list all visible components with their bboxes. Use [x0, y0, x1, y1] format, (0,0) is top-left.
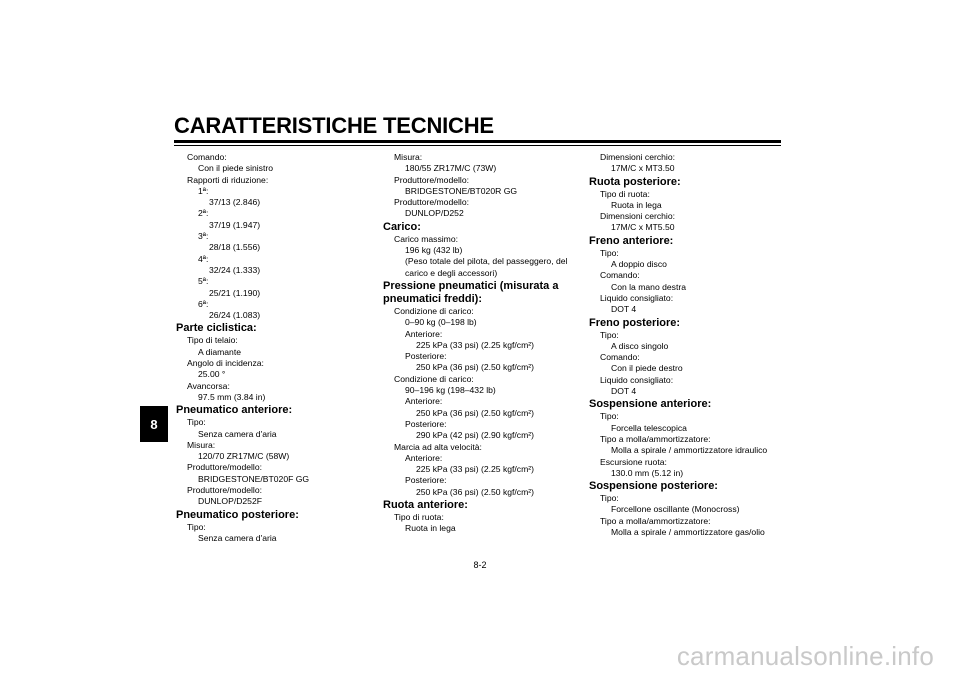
spec-value: 5ª:	[198, 276, 209, 287]
spec-label: Avancorsa:	[187, 380, 230, 391]
spec-label: Dimensioni cerchio:	[600, 211, 675, 222]
chapter-tab: 8	[140, 406, 168, 442]
spec-value: 37/19 (1.947)	[209, 219, 261, 230]
spec-value: 1ª:	[198, 185, 209, 196]
spec-value: Anteriore:	[405, 452, 443, 463]
spec-value: Molla a spirale / ammortizzatore idraulico	[611, 445, 768, 456]
spec-label: Produttore/modello:	[187, 485, 262, 496]
spec-value: 290 kPa (42 psi) (2.90 kgf/cm²)	[416, 430, 534, 441]
section-heading: Carico:	[383, 220, 421, 233]
section-heading: Sospensione anteriore:	[589, 398, 712, 411]
spec-label: Angolo di incidenza:	[187, 358, 264, 369]
spec-value: Ruota in lega	[405, 523, 456, 534]
spec-label: Misura:	[187, 439, 216, 450]
spec-label: Dimensioni cerchio:	[600, 152, 675, 162]
spec-label: Tipo:	[600, 411, 619, 422]
spec-label: Tipo a molla/ammortizzatore:	[600, 433, 711, 444]
section-heading: Pneumatico posteriore:	[176, 508, 299, 521]
spec-column-1	[176, 152, 366, 544]
spec-value: A disco singolo	[611, 340, 669, 351]
spec-column-3	[589, 152, 784, 538]
section-heading: Freno posteriore:	[589, 316, 681, 329]
spec-value: Forcellone oscillante (Monocross)	[611, 504, 740, 515]
spec-value: BRIDGESTONE/BT020F GG	[198, 473, 310, 484]
section-heading: Ruota anteriore:	[383, 499, 468, 512]
spec-label: Escursione ruota:	[600, 456, 667, 467]
spec-label: Produttore/modello:	[187, 462, 262, 473]
spec-label: Condizione di carico:	[394, 373, 474, 384]
spec-value: (Peso totale del pilota, del passeggero, del carico e degli accessori)	[405, 256, 568, 278]
spec-value: Con la mano destra	[611, 281, 686, 292]
spec-label: Tipo:	[600, 493, 619, 504]
spec-value: BRIDGESTONE/BT020R GG	[405, 185, 518, 196]
spec-label: Carico massimo:	[394, 233, 458, 244]
spec-value: Posteriore:	[405, 418, 447, 429]
spec-label: Tipo di telaio:	[187, 335, 238, 346]
spec-label: Liquido consigliato:	[600, 374, 674, 385]
spec-value: 225 kPa (33 psi) (2.25 kgf/cm²)	[416, 339, 534, 350]
spec-value: A diamante	[198, 346, 241, 357]
page-title: CARATTERISTICHE TECNICHE	[174, 113, 494, 138]
spec-value: Posteriore:	[405, 475, 447, 486]
spec-value: 3ª:	[198, 231, 209, 242]
section-heading: Pressione pneumatici (misurata a pneumatici freddi):	[383, 279, 559, 305]
spec-value: 25/21 (1.190)	[209, 287, 261, 298]
spec-label: Tipo:	[187, 417, 206, 428]
spec-label: Tipo:	[600, 247, 619, 258]
watermark: carmanualsonline.info	[676, 641, 934, 671]
spec-value: 180/55 ZR17M/C (73W)	[405, 163, 497, 174]
section-heading: Ruota posteriore:	[589, 175, 681, 188]
spec-value: 25.00 °	[198, 369, 226, 380]
section-heading: Parte ciclistica:	[176, 322, 257, 335]
spec-value: 2ª:	[198, 208, 209, 219]
spec-label: Comando:	[600, 352, 640, 363]
spec-value: Anteriore:	[405, 328, 443, 339]
spec-value: 97.5 mm (3.84 in)	[198, 391, 266, 402]
spec-value: 37/13 (2.846)	[209, 197, 261, 208]
spec-label: Marcia ad alta velocità:	[394, 441, 482, 452]
spec-value: 250 kPa (36 psi) (2.50 kgf/cm²)	[416, 407, 534, 418]
spec-value: Ruota in lega	[611, 199, 662, 210]
spec-value: 4ª:	[198, 253, 209, 264]
spec-value: A doppio disco	[611, 259, 667, 270]
spec-value: 90–196 kg (198–432 lb)	[405, 385, 496, 396]
spec-value: 17M/C x MT5.50	[611, 222, 675, 233]
spec-value: 130.0 mm (5.12 in)	[611, 467, 684, 478]
title-rule-thin	[174, 145, 781, 146]
page-number: 8-2	[473, 560, 487, 570]
spec-label: Tipo:	[600, 329, 619, 340]
spec-value: 120/70 ZR17M/C (58W)	[198, 451, 290, 462]
spec-label: Tipo a molla/ammortizzatore:	[600, 515, 711, 526]
spec-label: Misura:	[394, 152, 423, 162]
spec-label: Tipo di ruota:	[394, 512, 444, 523]
section-heading: Freno anteriore:	[589, 234, 674, 247]
spec-value: 6ª:	[198, 298, 209, 309]
spec-value: Senza camera d'aria	[198, 532, 277, 543]
spec-value: 0–90 kg (0–198 lb)	[405, 317, 477, 328]
spec-value: 32/24 (1.333)	[209, 264, 261, 275]
spec-value: DUNLOP/D252F	[198, 496, 262, 507]
spec-label: Produttore/modello:	[394, 197, 469, 208]
spec-label: Rapporti di riduzione:	[187, 174, 269, 185]
spec-value: 250 kPa (36 psi) (2.50 kgf/cm²)	[416, 362, 534, 373]
section-heading: Sospensione posteriore:	[589, 480, 718, 493]
spec-label: Tipo:	[187, 521, 206, 532]
spec-column-2	[383, 152, 583, 535]
spec-value: Senza camera d'aria	[198, 428, 277, 439]
spec-value: Molla a spirale / ammortizzatore gas/olio	[611, 527, 765, 538]
spec-value: 17M/C x MT3.50	[611, 163, 675, 174]
spec-label: Comando:	[187, 152, 227, 162]
spec-value: 28/18 (1.556)	[209, 242, 261, 253]
spec-value: DUNLOP/D252	[405, 208, 464, 219]
title-rule-thick	[174, 140, 781, 143]
spec-value: 196 kg (432 lb)	[405, 245, 463, 256]
spec-value: Anteriore:	[405, 396, 443, 407]
spec-label: Comando:	[600, 270, 640, 281]
spec-value: Con il piede sinistro	[198, 163, 273, 174]
spec-value: 26/24 (1.083)	[209, 310, 261, 321]
spec-label: Condizione di carico:	[394, 305, 474, 316]
spec-value: 250 kPa (36 psi) (2.50 kgf/cm²)	[416, 486, 534, 497]
section-heading: Pneumatico anteriore:	[176, 404, 293, 417]
spec-value: DOT 4	[611, 386, 637, 397]
spec-label: Produttore/modello:	[394, 174, 469, 185]
spec-value: 225 kPa (33 psi) (2.25 kgf/cm²)	[416, 464, 534, 475]
spec-value: Posteriore:	[405, 351, 447, 362]
spec-label: Liquido consigliato:	[600, 292, 674, 303]
spec-value: DOT 4	[611, 304, 637, 315]
spec-value: Forcella telescopica	[611, 422, 687, 433]
spec-value: Con il piede destro	[611, 363, 683, 374]
spec-label: Tipo di ruota:	[600, 188, 650, 199]
